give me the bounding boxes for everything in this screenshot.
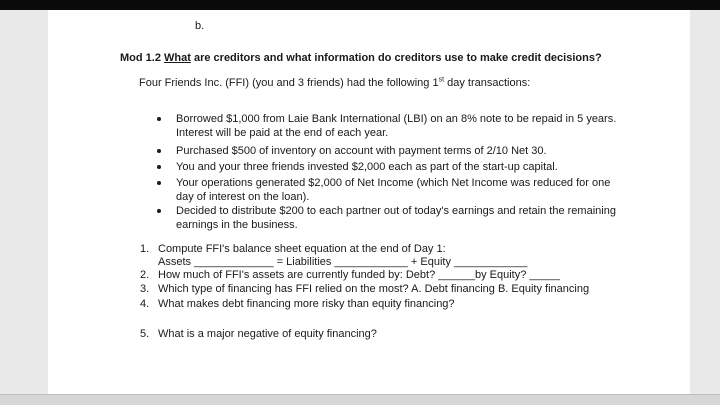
question-2-number: 2. — [140, 269, 150, 281]
status-bar — [0, 394, 720, 405]
bullet-dot — [157, 149, 161, 153]
right-gutter — [690, 10, 720, 404]
question-2-text: How much of FFI's assets are currently funded by: Debt? ______by Equity? _____ — [158, 269, 560, 281]
bullet-1-line-1: Borrowed $1,000 from Laie Bank International (LBI) on an 8% note to be repaid in 5 years. — [176, 113, 617, 125]
question-1-number: 1. — [140, 243, 150, 255]
heading-what: What — [164, 52, 191, 64]
balance-equation-blanks: Assets _____________ = Liabilities ____________ + Equity ____________ — [158, 256, 528, 268]
intro-before: Four Friends Inc. (FFI) (you and 3 friends) had the following 1 — [139, 77, 439, 89]
bullet-3-line-1: You and your three friends invested $2,000 each as part of the start-up capital. — [176, 161, 558, 173]
question-4-text: What makes debt financing more risky than equity financing? — [158, 298, 455, 310]
item-b-label: b. — [195, 20, 205, 32]
intro-after: day transactions: — [447, 77, 531, 89]
question-4-number: 4. — [140, 298, 150, 310]
question-3-number: 3. — [140, 283, 150, 295]
question-3-text: Which type of financing has FFI relied on the most? A. Debt financing B. Equity financing — [158, 283, 590, 295]
window-top-bar — [0, 0, 720, 10]
question-5-number: 5. — [140, 328, 150, 340]
question-1-text: Compute FFI's balance sheet equation at the end of Day 1: — [158, 243, 446, 255]
bullet-dot — [157, 117, 161, 121]
bullet-dot — [157, 181, 161, 185]
document-page — [48, 10, 690, 404]
bullet-5-line-2: earnings in the business. — [176, 219, 298, 231]
intro-sup: st — [438, 76, 445, 84]
heading-rest: are creditors and what information do creditors use to make credit decisions? — [193, 52, 602, 64]
intro-text — [139, 76, 530, 90]
bullet-5-line-1: Decided to distribute $200 to each partner out of today's earnings and retain the remaining — [176, 205, 616, 217]
left-gutter — [0, 10, 48, 404]
bullet-2-line-1: Purchased $500 of inventory on account with payment terms of 2/10 Net 30. — [176, 145, 547, 157]
bullet-dot — [157, 165, 161, 169]
bullet-4-line-1: Your operations generated $2,000 of Net Income (which Net Income was reduced for one — [176, 177, 611, 189]
heading-prefix: Mod 1.2 — [120, 52, 161, 64]
bullet-dot — [157, 209, 161, 213]
bullet-4-line-2: day of interest on the loan). — [176, 191, 310, 203]
module-heading — [120, 51, 602, 65]
question-5-text: What is a major negative of equity financing? — [158, 328, 377, 340]
bullet-1-line-2: Interest will be paid at the end of each year. — [176, 127, 389, 139]
